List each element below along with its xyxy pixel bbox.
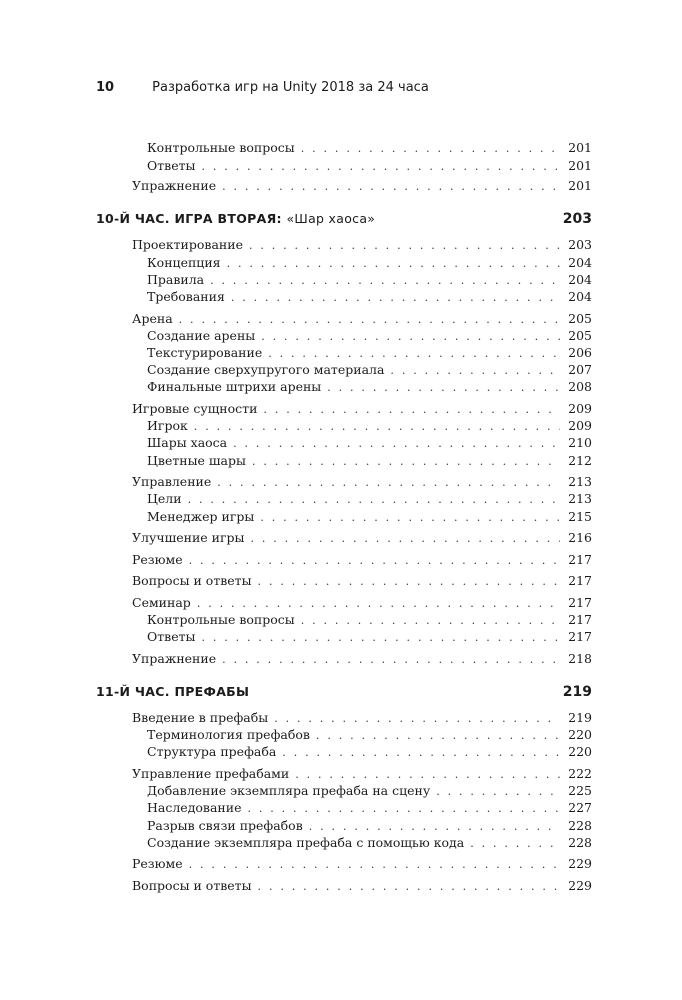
toc-entry-label: Структура префаба [147,744,277,759]
toc-entry-label: Терминология префабов [147,727,310,742]
toc-entry[interactable] [132,855,592,873]
toc-entry[interactable] [132,177,592,195]
toc-entry[interactable] [132,594,592,612]
chapter-subtitle: «Шар хаоса» [286,211,376,226]
toc-entry[interactable] [147,508,592,526]
toc-entry-label: Создание арены [147,328,256,343]
toc-entry-label: Разрыв связи префабов [147,818,303,833]
toc-entry-label: Арена [132,311,173,326]
toc-entry-page: 216 [568,530,592,545]
toc-entry-page: 204 [568,255,592,270]
toc-entry-label: Упражнение [132,651,217,666]
toc-entry-label: Контрольные вопросы [147,612,295,627]
toc-entry-page: 229 [568,856,592,871]
toc-entry-page: 217 [568,573,592,588]
book-title: Разработка игр на Unity 2018 за 24 часа [152,80,429,95]
toc-entry-label: Добавление экземпляра префаба на сцену [147,783,431,798]
toc-entry-page: 219 [568,710,592,725]
toc-entry-page: 220 [568,727,592,742]
toc-entry-label: Создание сверхупругого материала [147,362,385,377]
toc-entry-label: Проектирование [132,237,243,252]
chapter-page: 219 [562,684,592,700]
toc-entry-label: Ответы [147,629,196,644]
toc-entry[interactable] [132,551,592,569]
toc-entry[interactable] [147,417,592,435]
toc-entry[interactable] [147,361,592,379]
toc-entry-label: Наследование [147,800,242,815]
toc-entry-label: Вопросы и ответы [132,878,252,893]
toc-entry-page: 213 [568,474,592,489]
toc-entry-label: Улучшение игры [132,530,245,545]
toc-entry-label: Цели [147,491,182,506]
toc-entry[interactable] [132,709,592,727]
toc-entry-page: 205 [568,328,592,343]
toc-entry-label: Концепция [147,255,221,270]
toc-entry[interactable] [132,473,592,491]
toc-entry[interactable] [147,327,592,345]
toc-entry-page: 209 [568,401,592,416]
toc-entry[interactable] [147,344,592,362]
toc-entry[interactable] [147,628,592,646]
toc-entry[interactable] [147,288,592,306]
toc-entry-label: Контрольные вопросы [147,140,295,155]
toc-entry-page: 207 [568,362,592,377]
toc-entry-page: 201 [568,178,592,193]
toc-entry-page: 222 [568,766,592,781]
toc-entry-label: Резюме [132,856,183,871]
toc-entry-page: 210 [568,435,592,450]
toc-entry-page: 203 [568,237,592,252]
toc-entry-label: Создание экземпляра префаба с помощью кода [147,835,465,850]
toc-entry[interactable] [132,236,592,254]
toc-entry-page: 229 [568,878,592,893]
toc-entry[interactable] [147,817,592,835]
toc-entry-page: 205 [568,311,592,326]
toc-entry[interactable] [147,611,592,629]
toc-entry-page: 208 [568,379,592,394]
toc-entry-label: Ответы [147,158,196,173]
toc-entry-label: Требования [147,289,225,304]
toc-entry-label: Цветные шары [147,453,246,468]
chapter-heading-11[interactable] [96,684,592,704]
chapter-title: 11-Й ЧАС. ПРЕФАБЫ [96,684,250,699]
toc-entry-label: Упражнение [132,178,217,193]
chapter-page: 203 [562,211,592,227]
toc-entry-page: 227 [568,800,592,815]
toc-entry-page: 215 [568,509,592,524]
toc-entry-page: 201 [568,158,592,173]
toc-entry[interactable] [132,650,592,668]
toc-entry[interactable] [147,271,592,289]
toc-entry-page: 217 [568,552,592,567]
toc-entry[interactable] [132,400,592,418]
toc-entry-page: 201 [568,140,592,155]
toc-entry[interactable] [147,254,592,272]
toc-entry[interactable] [147,743,592,761]
chapter-heading-10[interactable] [96,211,592,231]
toc-entry-label: Введение в префабы [132,710,269,725]
toc-entry-page: 217 [568,612,592,627]
toc-entry[interactable] [147,799,592,817]
toc-entry-page: 217 [568,629,592,644]
toc-entry[interactable] [147,452,592,470]
toc-entry-label: Управление [132,474,212,489]
toc-entry[interactable] [132,529,592,547]
toc-entry[interactable] [147,782,592,800]
toc-entry-label: Финальные штрихи арены [147,379,322,394]
toc-entry-page: 218 [568,651,592,666]
toc-entry-page: 225 [568,783,592,798]
toc-entry[interactable] [132,572,592,590]
page-number: 10 [96,80,115,95]
toc-entry[interactable] [147,378,592,396]
toc-entry[interactable] [147,726,592,744]
toc-entry-label: Вопросы и ответы [132,573,252,588]
toc-entry-label: Менеджер игры [147,509,255,524]
toc-entry-page: 209 [568,418,592,433]
toc-entry-label: Игрок [147,418,188,433]
chapter-title: 10-Й ЧАС. ИГРА ВТОРАЯ: [96,211,282,226]
running-head [96,80,429,98]
toc-entry-page: 228 [568,818,592,833]
toc-entry-page: 217 [568,595,592,610]
toc-entry-page: 206 [568,345,592,360]
toc-entry-label: Управление префабами [132,766,290,781]
toc-entry-page: 212 [568,453,592,468]
toc-entry[interactable] [147,834,592,852]
toc-entry-label: Резюме [132,552,183,567]
toc-entry[interactable] [132,877,592,895]
toc-entry-label: Игровые сущности [132,401,258,416]
toc-entry-page: 204 [568,272,592,287]
toc-entry[interactable] [147,434,592,452]
toc-entry-page: 204 [568,289,592,304]
toc-entry-label: Шары хаоса [147,435,228,450]
toc-entry-page: 228 [568,835,592,850]
toc-entry[interactable] [147,490,592,508]
toc-entry[interactable] [132,765,592,783]
toc-entry[interactable] [147,139,592,157]
toc-entry-page: 213 [568,491,592,506]
toc-entry-label: Текстурирование [147,345,263,360]
toc-entry[interactable] [132,310,592,328]
toc-entry-page: 220 [568,744,592,759]
toc-entry-label: Семинар [132,595,191,610]
toc-entry[interactable] [147,157,592,175]
toc-entry-label: Правила [147,272,205,287]
